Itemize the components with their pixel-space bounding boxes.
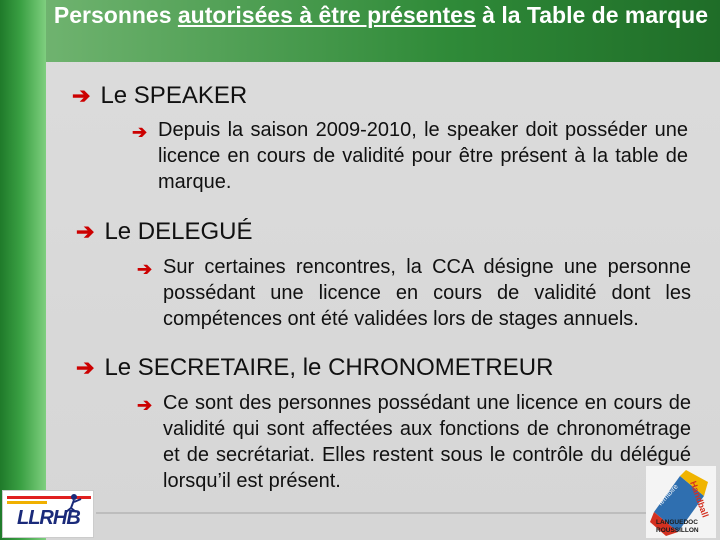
right-arrow-icon: ➔ — [137, 259, 153, 279]
territoire-handball-logo — [646, 466, 716, 538]
section-heading-speaker: ➔ Le SPEAKER — [72, 82, 248, 109]
title-underlined: autorisées à être présentes — [177, 2, 476, 28]
right-arrow-icon: ➔ — [76, 355, 95, 380]
section-body-secretaire: ➔ Ce sont des personnes possédant une licence en cours de validité qui sont affectées aux fonctions de chronométrage et de secrétariat. Elles restent sous le contrôle du délégué lorsqu’il est présent. — [137, 392, 691, 492]
section-body-speaker: ➔ Depuis la saison 2009-2010, le speaker doit posséder une licence en cours de validité pour être présent à la table de marque. — [132, 119, 688, 193]
slide-title: Personnes autorisées à être présentes à la Table de marque — [53, 2, 708, 28]
side-green-bar — [0, 0, 46, 540]
llrhb-logo: LLRHB — [2, 490, 94, 538]
footer-divider — [96, 512, 646, 514]
svg-text:Handball: Handball — [688, 479, 711, 519]
svg-text:ROUSSILLON: ROUSSILLON — [656, 527, 699, 534]
right-arrow-icon: ➔ — [132, 122, 148, 142]
section-body-delegue: ➔ Sur certaines rencontres, la CCA désigne une personne possédant une licence en cours de validité dont les compétences ont été validées lors de stages annuels. — [137, 256, 691, 330]
section-heading-delegue: ➔ Le DELEGUÉ — [76, 218, 253, 245]
section-heading-secretaire: ➔ Le SECRETAIRE, le CHRONOMETREUR — [76, 354, 554, 381]
right-arrow-icon: ➔ — [137, 395, 153, 415]
svg-text:LANGUEDOC: LANGUEDOC — [656, 519, 698, 526]
svg-text:Territoire: Territoire — [656, 483, 680, 509]
right-arrow-icon: ➔ — [76, 219, 95, 244]
right-arrow-icon: ➔ — [72, 83, 91, 108]
